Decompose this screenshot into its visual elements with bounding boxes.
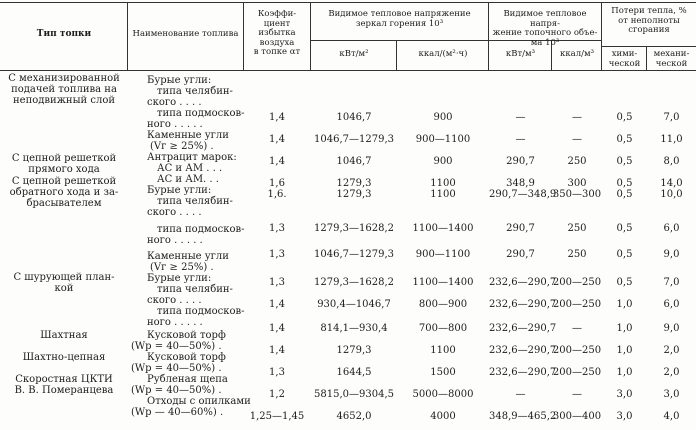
chemical-loss-cell: 0,5 <box>616 223 633 234</box>
air-excess-cell: 1,25—1,45 <box>249 411 305 422</box>
volume-kw-cell: 232,6—290,7 <box>489 323 557 334</box>
fuel-label: Антрацит марок: <box>147 152 237 163</box>
volume-kw-cell: 232,6—290,7 <box>489 345 557 356</box>
grate-kw-cell: 1644,5 <box>336 367 372 378</box>
fuel-label: типа челябин- <box>157 196 233 207</box>
grate-kcal-cell: 1100—1400 <box>412 223 474 234</box>
air-excess-cell: 1,6. <box>267 189 287 200</box>
air-excess-cell: 1,4 <box>269 299 285 310</box>
header-chemical: хими- ческой <box>608 49 641 69</box>
volume-kw-cell: — <box>515 389 526 400</box>
volume-kcal-cell: — <box>572 134 582 145</box>
fuel-label: АС и АМ . . . <box>157 163 223 174</box>
mechanical-loss-cell: 7,0 <box>663 277 680 288</box>
chemical-loss-cell: 0,5 <box>616 277 633 288</box>
air-excess-cell: 1,3 <box>269 277 285 288</box>
grate-kw-cell: 1046,7—1279,3 <box>314 249 394 260</box>
volume-kcal-cell: 250 <box>567 249 587 260</box>
volume-kw-cell: 290,7 <box>506 156 535 167</box>
mechanical-loss-cell: 2,0 <box>663 345 680 356</box>
grate-kw-cell: 4652,0 <box>336 411 372 422</box>
fuel-label: Кусковой торф <box>147 330 226 341</box>
grate-kcal-cell: 1100 <box>430 178 456 189</box>
mechanical-loss-cell: 3,0 <box>663 389 680 400</box>
chemical-loss-cell: 0,5 <box>616 249 633 260</box>
header-unit-kw: кВт/м² <box>339 49 369 59</box>
firebox-type: С цепной решеткой обратного хода и за- брасывателем <box>9 176 119 209</box>
volume-kcal-cell: 200—250 <box>552 345 602 356</box>
grate-kw-cell: 1279,3 <box>336 189 372 200</box>
grate-kw-cell: 1279,3 <box>336 345 372 356</box>
firebox-type: Шахтная <box>40 330 88 341</box>
air-excess-cell: 1,3 <box>269 367 285 378</box>
volume-kcal-cell: 300 <box>567 178 587 189</box>
mechanical-loss-cell: 2,0 <box>663 367 680 378</box>
air-excess-cell: 1,3 <box>269 249 285 260</box>
volume-kcal-cell: 250 <box>567 223 587 234</box>
fuel-label: АС и АМ. . . <box>157 174 219 185</box>
chemical-loss-cell: 0,5 <box>616 189 633 200</box>
fuel-label: типа подмосков- <box>157 306 245 317</box>
grate-kcal-cell: 900 <box>433 156 453 167</box>
fuel-label: (Vг ≥ 25%) . <box>150 262 214 273</box>
firebox-type: С цепной решеткой прямого хода <box>11 153 117 175</box>
chemical-loss-cell: 0,5 <box>616 178 633 189</box>
fuel-label: типа челябин- <box>157 284 233 295</box>
chemical-loss-cell: 1,0 <box>616 367 633 378</box>
fuel-label: (Wр — 40—60%) . <box>131 407 224 418</box>
fuel-label: ского . . . . <box>147 207 202 218</box>
grate-kcal-cell: 4000 <box>430 411 456 422</box>
grate-kw-cell: 1279,3—1628,2 <box>314 277 394 288</box>
fuel-label: ского . . . . <box>147 97 202 108</box>
grate-kw-cell: 1046,7—1279,3 <box>314 134 394 145</box>
volume-kcal-cell: — <box>572 112 582 123</box>
air-excess-cell: 1,2 <box>269 389 285 400</box>
chemical-loss-cell: 3,0 <box>616 411 633 422</box>
mechanical-loss-cell: 6,0 <box>663 299 680 310</box>
mechanical-loss-cell: 9,0 <box>663 323 680 334</box>
volume-kw-cell: — <box>515 134 526 145</box>
header-volume-stress: Видимое тепловое напря- жение топочного объе- ма 10³ <box>492 9 598 48</box>
volume-kw-cell: 232,6—290,7 <box>489 367 557 378</box>
volume-kcal-cell: 200—250 <box>552 299 602 310</box>
volume-kcal-cell: 200—250 <box>552 367 602 378</box>
grate-kcal-cell: 1100 <box>430 345 456 356</box>
grate-kcal-cell: 1500 <box>430 367 456 378</box>
fuel-label: (Vг ≥ 25%) . <box>150 141 214 152</box>
volume-kw-cell: 290,7 <box>506 249 535 260</box>
volume-kw-cell: 348,9—465,2 <box>489 411 557 422</box>
volume-kcal-cell: — <box>572 389 582 400</box>
fuel-label: Кусковой торф <box>147 352 226 363</box>
header-losses: Потери тепла, % от неполноты сгорания <box>611 6 687 35</box>
chemical-loss-cell: 0,5 <box>616 156 633 167</box>
header-air-excess: Коэффи- циент избытка воздуха в топке αт <box>253 9 301 57</box>
fuel-label: Бурые угли: <box>147 273 212 284</box>
air-excess-cell: 1,4 <box>269 134 285 145</box>
volume-kw-cell: 348,9 <box>506 178 535 189</box>
fuel-label: ного . . . . . <box>147 235 203 246</box>
fuel-label: Каменные угли <box>147 251 229 262</box>
chemical-loss-cell: 1,0 <box>616 299 633 310</box>
header-mechanical: механи- ческой <box>653 49 690 69</box>
chemical-loss-cell: 0,5 <box>616 134 633 145</box>
fuel-label: (Wр = 40—50%) . <box>131 363 222 374</box>
grate-kcal-cell: 700—800 <box>418 323 468 334</box>
chemical-loss-cell: 3,0 <box>616 389 633 400</box>
mechanical-loss-cell: 11,0 <box>660 134 683 145</box>
grate-kw-cell: 1279,3—1628,2 <box>314 223 394 234</box>
volume-kcal-cell: 350—300 <box>552 189 602 200</box>
fuel-label: Бурые угли: <box>147 75 212 86</box>
fuel-label: Рубленая щепа <box>147 374 228 385</box>
grate-kw-cell: 1279,3 <box>336 178 372 189</box>
fuel-label: (Wр = 40—50%) . <box>131 341 222 352</box>
grate-kcal-cell: 900 <box>433 112 453 123</box>
firebox-type: С шурующей план- кой <box>13 272 115 294</box>
chemical-loss-cell: 1,0 <box>616 345 633 356</box>
mechanical-loss-cell: 7,0 <box>663 112 680 123</box>
volume-kcal-cell: 200—250 <box>552 277 602 288</box>
grate-kcal-cell: 5000—8000 <box>412 389 474 400</box>
grate-kcal-cell: 900—1100 <box>415 249 471 260</box>
air-excess-cell: 1,4 <box>269 323 285 334</box>
air-excess-cell: 1,4 <box>269 156 285 167</box>
fuel-label: типа подмосков- <box>157 224 245 235</box>
air-excess-cell: 1,4 <box>269 112 285 123</box>
grate-kw-cell: 1046,7 <box>336 156 372 167</box>
chemical-loss-cell: 1,0 <box>616 323 633 334</box>
mechanical-loss-cell: 8,0 <box>663 156 680 167</box>
fuel-label: Каменные угли <box>147 130 229 141</box>
volume-kw-cell: 290,7—348,9 <box>489 189 557 200</box>
header-unit-kcal: ккал/(м²·ч) <box>418 49 468 59</box>
firebox-type: С механизированной подачей топлива на неподвижный слой <box>8 73 120 106</box>
header-unit-kw3: кВт/м³ <box>505 49 536 59</box>
header-unit-kcal3: ккал/м³ <box>560 49 594 59</box>
volume-kcal-cell: 300—400 <box>552 411 602 422</box>
grate-kcal-cell: 1100—1400 <box>412 277 474 288</box>
header-firebox-type: Тип топки <box>36 29 92 39</box>
fuel-label: типа челябин- <box>157 86 233 97</box>
fuel-label: ного . . . . . <box>147 317 203 328</box>
mechanical-loss-cell: 10,0 <box>660 189 683 200</box>
mechanical-loss-cell: 9,0 <box>663 249 680 260</box>
volume-kw-cell: — <box>515 112 526 123</box>
grate-kw-cell: 930,4—1046,7 <box>317 299 391 310</box>
volume-kw-cell: 232,6—290,7 <box>489 277 557 288</box>
air-excess-cell: 1,6 <box>269 178 285 189</box>
volume-kcal-cell: — <box>572 323 582 334</box>
grate-kw-cell: 1046,7 <box>336 112 372 123</box>
grate-kcal-cell: 1100 <box>430 189 456 200</box>
air-excess-cell: 1,4 <box>269 345 285 356</box>
volume-kcal-cell: 250 <box>567 156 587 167</box>
firebox-type: Скоростная ЦКТИ В. В. Померанцева <box>14 374 114 396</box>
volume-kw-cell: 290,7 <box>506 223 535 234</box>
grate-kcal-cell: 800—900 <box>418 299 468 310</box>
mechanical-loss-cell: 14,0 <box>660 178 683 189</box>
air-excess-cell: 1,3 <box>269 223 285 234</box>
fuel-label: Бурые угли: <box>147 185 212 196</box>
header-fuel-name: Наименование топлива <box>132 29 239 39</box>
grate-kw-cell: 814,1—930,4 <box>320 323 388 334</box>
mechanical-loss-cell: 4,0 <box>663 411 680 422</box>
chemical-loss-cell: 0,5 <box>616 112 633 123</box>
fuel-label: ского . . . . <box>147 295 202 306</box>
fuel-label: Отходы с опилками <box>147 396 251 407</box>
mechanical-loss-cell: 6,0 <box>663 223 680 234</box>
fuel-label: типа подмосков- <box>157 108 245 119</box>
firebox-type: Шахтно-цепная <box>22 352 106 363</box>
grate-kw-cell: 5815,0—9304,5 <box>314 389 394 400</box>
fuel-label: (Wр = 40—50%) . <box>131 385 222 396</box>
grate-kcal-cell: 900—1100 <box>415 134 471 145</box>
fuel-label: ного . . . . . <box>147 119 203 130</box>
header-grate-stress: Видимое тепловое напряжение зеркал горения 10³ <box>328 9 471 29</box>
volume-kw-cell: 232,6—290,7 <box>489 299 557 310</box>
